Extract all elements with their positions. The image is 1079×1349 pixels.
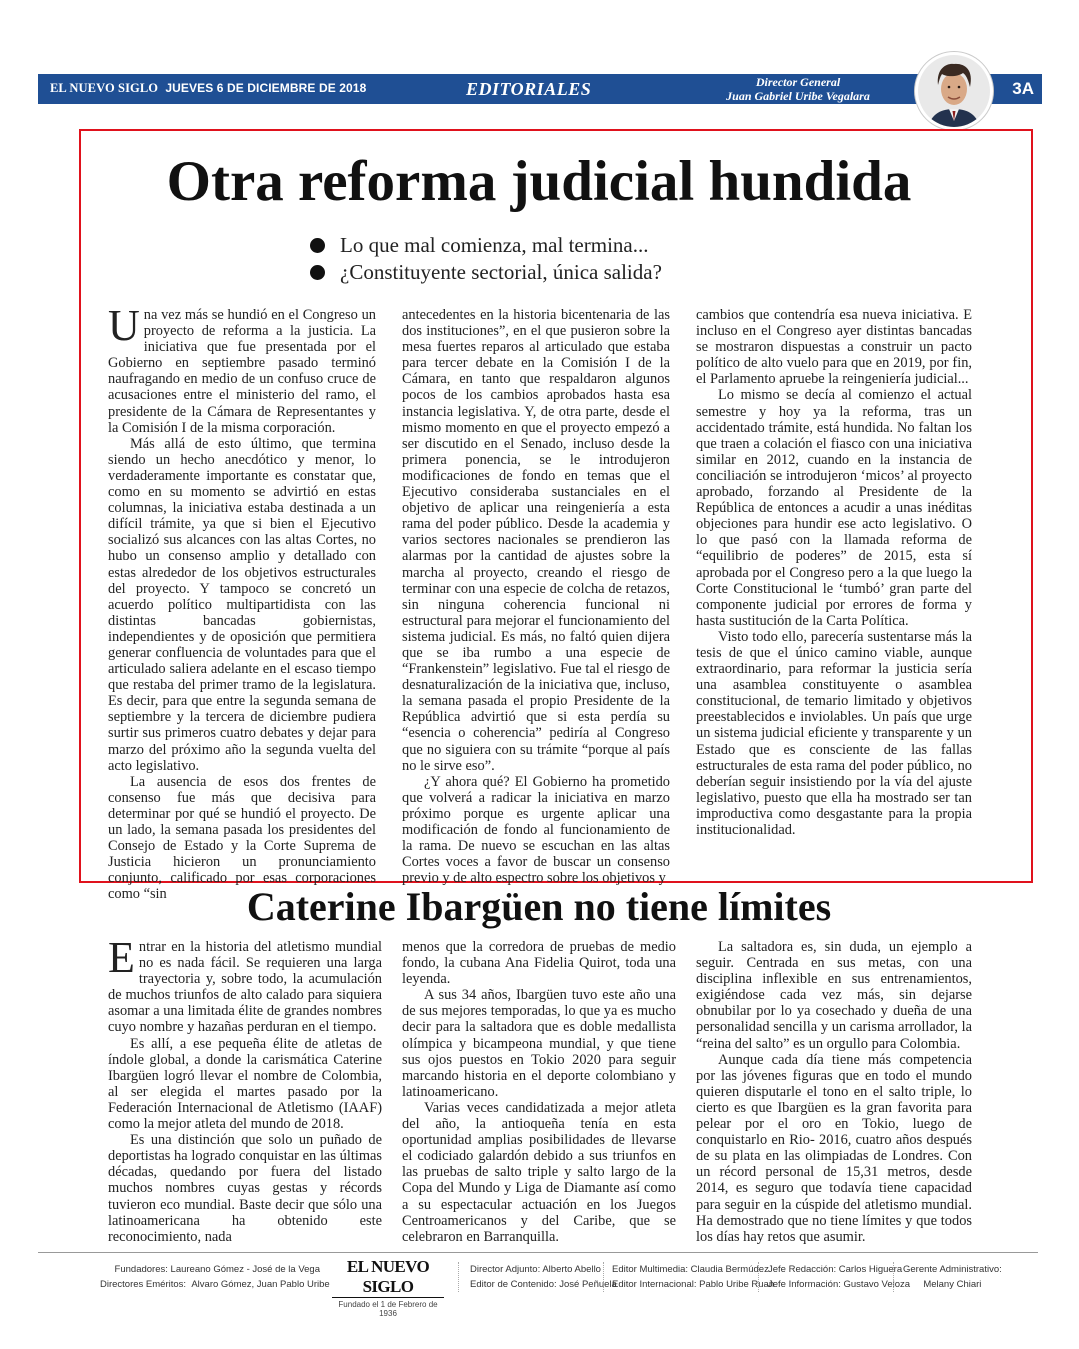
paragraph: Lo mismo se decía al comienzo el actual semestre y hoy ya la reforma, tras un accidentado trámite, está hundida. No faltan los que traen a colación el fiasco con una iniciativa similar en 2012, cuando en la instancia de conciliación se introdujeron ‘micos’ al proyecto aprobado, forzando al Presidente de la República de entonces a acudir a unas inéditas objeciones para hundir ese acto legislativo. O lo que pasó con la llamada reforma de “equilibrio de poderes” de 2015, esta sí aprobada por el Congreso pero a la que luego la Corte Constitucional le ‘tumbó’ gran parte del componente judicial por errores de forma y hasta sustitución de la Carta Política. [696,387,972,629]
header-left [50,81,366,96]
editorial-headline: Otra reforma judicial hundida [166,150,912,213]
paragraph: antecedentes en la historia bicentenaria de las dos instituciones”, en el que pusieron sobre la mesa fuertes reparos al articulado que estaba para tercer debate en la Comisión I de la Cámara, en tanto que respaldaron algunos pocos de los cambios aprobados hasta esa instancia legislativa. Y, de otra parte, desde el mismo momento en que el proyecto empezó a ser discutido en el Senado, incluso desde la primera ponencia, se le introdujeron modificaciones de fondo en temas que el Ejecutivo consideraba sustanciales en el objetivo de aplicar una reingeniería a esta rama del poder público. Desde la academia y varios sectores nacionales se prendieron las alarmas por la cantidad de ajustes sobre la marcha al proyecto, creando el riesgo de terminar con una especie de colcha de retazos, sin ninguna coherencia funcional ni estructural para mejorar el funcionamiento del sistema judicial. Es más, no faltó quien dijera que se iba rumbo a una especie de “Frankenstein” legislativo. Fue tal el riesgo de desnaturalización de la iniciativa que, incluso, la semana pasada el propio Presidente de la República advirtió que si esta perdía su “esencia o coherencia” pediría al Congreso que no siguiera con su trámite “porque al país no le sirve eso”. [402,307,670,774]
paragraph: ¿Y ahora qué? El Gobierno ha prometido que volverá a radicar la iniciativa en marzo próximo porque es urgente aplicar una modificación de fondo al funcionamiento de la rama. De nuevo se escuchan en las altas Cortes voces a favor de buscar un consenso previo y de alto espectro sobre los objetivos y [402,773,670,887]
paper-name: EL NUEVO SIGLO [50,81,159,95]
divider [758,1262,759,1292]
issue-date: JUEVES 6 DE DICIEMBRE DE 2018 [165,81,367,95]
bullet-dot-icon [310,238,325,253]
paragraph: menos que la corredora de pruebas de medio fondo, la cubana Ana Fidelia Quirot, toda una leyenda. [402,939,676,988]
footer-editors-1: Director Adjunto: Alberto Abello Editor de Contenido: José Peñuela [470,1264,617,1290]
director-name: Juan Gabriel Uribe Vegalara [726,89,870,103]
paper-logo [332,1257,444,1318]
editorial-2-headline: Caterine Ibargüen no tiene límites [246,884,832,929]
section-title: EDITORIALES [466,79,592,99]
editorial-column-2 [402,307,670,886]
editorial-subheads [310,232,662,286]
paragraph: Una vez más se hundió en el Congreso un proyecto de reforma a la justicia. La iniciativa que fue presentada por el Gobierno en septiembre pasado terminó naufragando en medio de un confuso cruce de acusaciones entre el ministerio del ramo, el presidente de la Cámara de Representantes y la Comisión I de la misma corporación. [108,301,376,436]
footer-founders: Fundadores: Laureano Gómez - José de la Vega Directores Eméritos: Alvaro Gómez, Juan Pablo Uribe [100,1264,330,1290]
subhead-1: Lo que mal comienza, mal termina... [310,232,662,259]
divider [603,1262,604,1292]
paragraph: A sus 34 años, Ibargüen tuvo este año una de sus mejores temporadas, lo que ya es mucho decir para la saltadora que es doble medallista olímpica y bicampeona mundial, y que tiene sus ojos puestos en Tokio 2020 para seguir marcando historia en el deporte colombiano y latinoamericano. [402,987,676,1100]
footer-editors-3: Jefe Redacción: Carlos Higuera Jefe Información: Gustavo Veloza [768,1264,911,1290]
drop-cap: E [108,933,135,982]
paragraph: Varias veces candidatizada a mejor atleta del año, la antioqueña tenía en esta oportunidad amplias posibilidades de llevarse el codiciado galardón debido a sus triunfos en las pruebas de salto triple y salto largo de la Copa del Mundo y Liga de Diamante así como a su espectacular actuación en los Juegos Centroamericanos y del Caribe, que se celebraron en Barranquilla. [402,1099,676,1245]
director-photo [915,52,993,130]
footer-manager: Gerente Administrativo: Melany Chiari [903,1264,1002,1290]
director-title: Director General [755,75,841,89]
paragraph: Aunque cada día tiene más competencia por las jóvenes figuras que en todo el mundo quieren disputarle el tono en el salto triple, lo cierto es que Ibargüen es la gran favorita para pelear por el oro en Tokio, luego de conquistarlo en Rio- 2016, cuatro años después de su plata en las olimpiadas de Londres. Con un récord personal de 15,31 metros, desde 2014, es seguro que todavía tiene capacidad para seguir en la cúspide del atletismo mundial. Ha demostrado que no tiene límites y que todos los días hay retos que asumir. [696,1051,972,1245]
divider [458,1262,459,1292]
footer-rule [38,1252,1038,1253]
logo-text: EL NUEVO SIGLO [332,1257,444,1298]
paragraph: Es una distinción que solo un puñado de deportistas ha logrado conquistar en las últimas décadas, quedando por fuera del listado muchos nombres cuyas gestas y récords tuvieron eco mundial. Baste decir que sólo una latinoamericana ha obtenido este reconocimiento, nada [108,1132,382,1245]
footer-editors-2: Editor Multimedia: Claudia Bermúdez Editor Internacional: Pablo Uribe Ruan [612,1264,775,1290]
paragraph: La saltadora es, sin duda, un ejemplo a seguir. Centrada en sus metas, con una disciplina inflexible en sus entrenamientos, exigiéndose cada vez más, sin dejarse obnubilar por lo ya cosechado y dueña de una personalidad sencilla y un carisma arrollador, la “reina del salto” es un orgullo para Colombia. [696,939,972,1052]
divider [893,1262,894,1292]
page-number: 3A [1012,79,1034,98]
paragraph: Es allí, a ese pequeña élite de atletas de índole global, a donde la carismática Caterine Ibargüen logró llevar el nombre de Colombia, al ser elegida el martes pasado por la Federación Internacional de Atletismo (IAAF) como la mejor atleta del mundo de 2018. [108,1035,382,1133]
paragraph: Entrar en la historia del atletismo mundial no es nada fácil. Se requieren una larga trayectoria y, sobre todo, la acumulación de muchos triunfos de alto calado para siquiera asomar a una limitada élite de grandes nombres cuyo nombre y hazañas perduran en el tiempo. [108,933,382,1036]
subhead-2: ¿Constituyente sectorial, única salida? [310,259,662,286]
editorial-column-3 [696,307,972,838]
drop-cap: U [108,301,140,350]
editorial-2-column-2 [402,939,676,1245]
editorial-2-column-1 [108,933,382,1245]
paragraph: cambios que contendría esa nueva iniciativa. E incluso en el Congreso ayer distintas bancadas se mostraron dispuestas a construir un pacto político de alto vuelo para que en 2019, por fin, el Parlamento apruebe la reingeniería judicial... [696,307,972,388]
paragraph: La ausencia de esos dos frentes de consenso fue más que decisiva para determinar por qué se hundió el proyecto. De un lado, la semana pasada los presidentes del Consejo de Estado y la Corte Suprema de Justicia hicieron un pronunciamiento conjunto, calificado por esas corporaciones como “sin [108,773,376,903]
director-block [698,75,898,103]
editorial-2-column-3 [696,939,972,1245]
paragraph: Más allá de esto último, que termina siendo un hecho anecdótico y menor, lo verdaderamente importante es constatar que, como en su momento se advirtió en estas columnas, la iniciativa estaba destinada a un difícil trámite, ya que si bien el Ejecutivo socializó sus alcances con las altas Cortes, no hubo un consenso amplio y detallado con estas alrededor de los objetivos estructurales del proyecto. Y tampoco se concretó un acuerdo político multipartidista con las distintas bancadas gobiernistas, independientes y de oposición que permitiera generar confluencia de voluntades para que el articulado saliera adelante en el escaso tiempo que restaba del primer tramo de la legislatura. Es decir, para que entre la segunda semana de septiembre y la tercera de diciembre pudiera surtir sus primeros cuatro debates y dejar para marzo del próximo año la segunda vuelta del acto legislativo. [108,435,376,774]
page-header-bar [38,74,1042,104]
founded-date: Fundado el 1 de Febrero de 1936 [338,1300,438,1318]
editorial-column-1 [108,301,376,903]
paragraph: Visto todo ello, parecería sustentarse más la tesis de que el único camino viable, aunque extraordinario, para reformar la justicia sería una asamblea constituyente o asamblea constitucional, de temario limitado y objetivos preestablecidos e inviolables. Un país que urge un sistema judicial eficiente y transparente y un Estado que es consciente de las fallas estructurales de esta rama del poder público, no deberían seguir insistiendo por la vía del ajuste legislativo, puesto que ella ha mostrado ser tan improductiva como desgastante para la propia institucionalidad. [696,628,972,838]
bullet-dot-icon [310,265,325,280]
